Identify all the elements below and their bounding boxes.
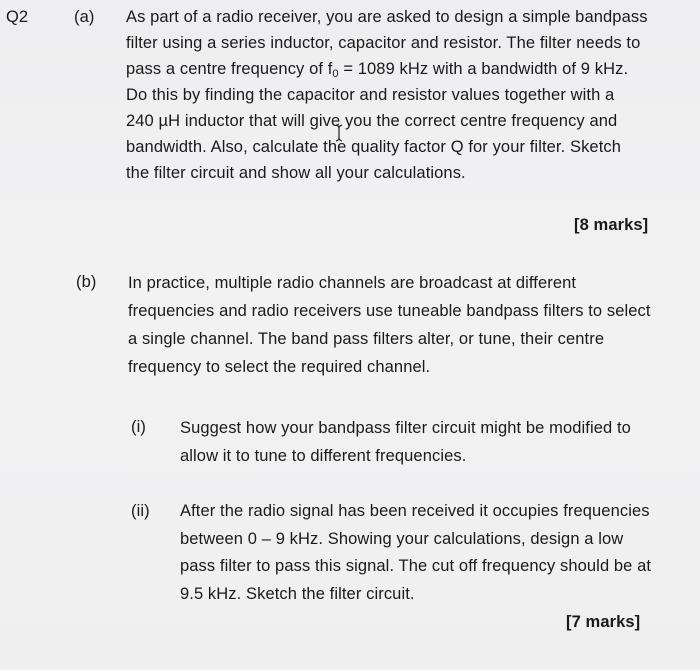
part-b-line-4: frequency to select the required channel. xyxy=(128,358,431,376)
sub-i-text xyxy=(180,414,631,470)
text-cursor-icon xyxy=(334,124,344,142)
part-b-marks: [7 marks] xyxy=(566,613,641,631)
part-b-text xyxy=(128,269,651,381)
part-a-line-3-post: = 1089 kHz with a bandwidth of 9 kHz. xyxy=(338,60,629,78)
part-a-line-1: As part of a radio receiver, you are asked to design a simple bandpass xyxy=(126,8,648,26)
part-a-line-6: bandwidth. Also, calculate the quality factor Q for your filter. Sketch xyxy=(126,138,622,156)
part-a-line-3 xyxy=(126,56,648,82)
sub-ii-line-4: 9.5 kHz. Sketch the filter circuit. xyxy=(180,584,415,603)
sub-i-label: (i) xyxy=(131,418,146,436)
frequency-subscript: 0 xyxy=(332,68,339,80)
sub-ii-line-2: between 0 – 9 kHz. Showing your calculations, design a low xyxy=(180,529,624,548)
part-b-line-1: In practice, multiple radio channels are broadcast at different xyxy=(128,274,577,292)
sub-ii-label: (ii) xyxy=(131,502,150,520)
sub-ii-text xyxy=(180,498,651,608)
part-a-marks: [8 marks] xyxy=(574,216,649,234)
sub-ii-line-1: After the radio signal has been received it occupies frequencies xyxy=(180,502,650,520)
part-a-line-2: filter using a series inductor, capacitor and resistor. The filter needs to xyxy=(126,34,641,52)
question-number: Q2 xyxy=(6,8,29,26)
part-a-line-4: Do this by finding the capacitor and resistor values together with a xyxy=(126,86,615,104)
sub-i-line-2: allow it to tune to different frequencies. xyxy=(180,447,467,465)
sub-ii-line-3: pass filter to pass this signal. The cut off frequency should be at xyxy=(180,557,652,575)
part-a-line-5: 240 µH inductor that will give you the correct centre frequency and xyxy=(126,112,618,130)
part-a-text xyxy=(126,4,648,186)
part-a-label: (a) xyxy=(74,8,95,26)
part-a-line-3-pre: pass a centre frequency of f xyxy=(126,60,333,78)
part-a-line-7: the filter circuit and show all your calculations. xyxy=(126,164,466,182)
part-b-label: (b) xyxy=(76,273,97,291)
part-b-line-2: frequencies and radio receivers use tuneable bandpass filters to select xyxy=(128,302,651,320)
part-b-line-3: a single channel. The band pass filters alter, or tune, their centre xyxy=(128,330,605,348)
sub-i-line-1: Suggest how your bandpass filter circuit might be modified to xyxy=(180,419,631,437)
